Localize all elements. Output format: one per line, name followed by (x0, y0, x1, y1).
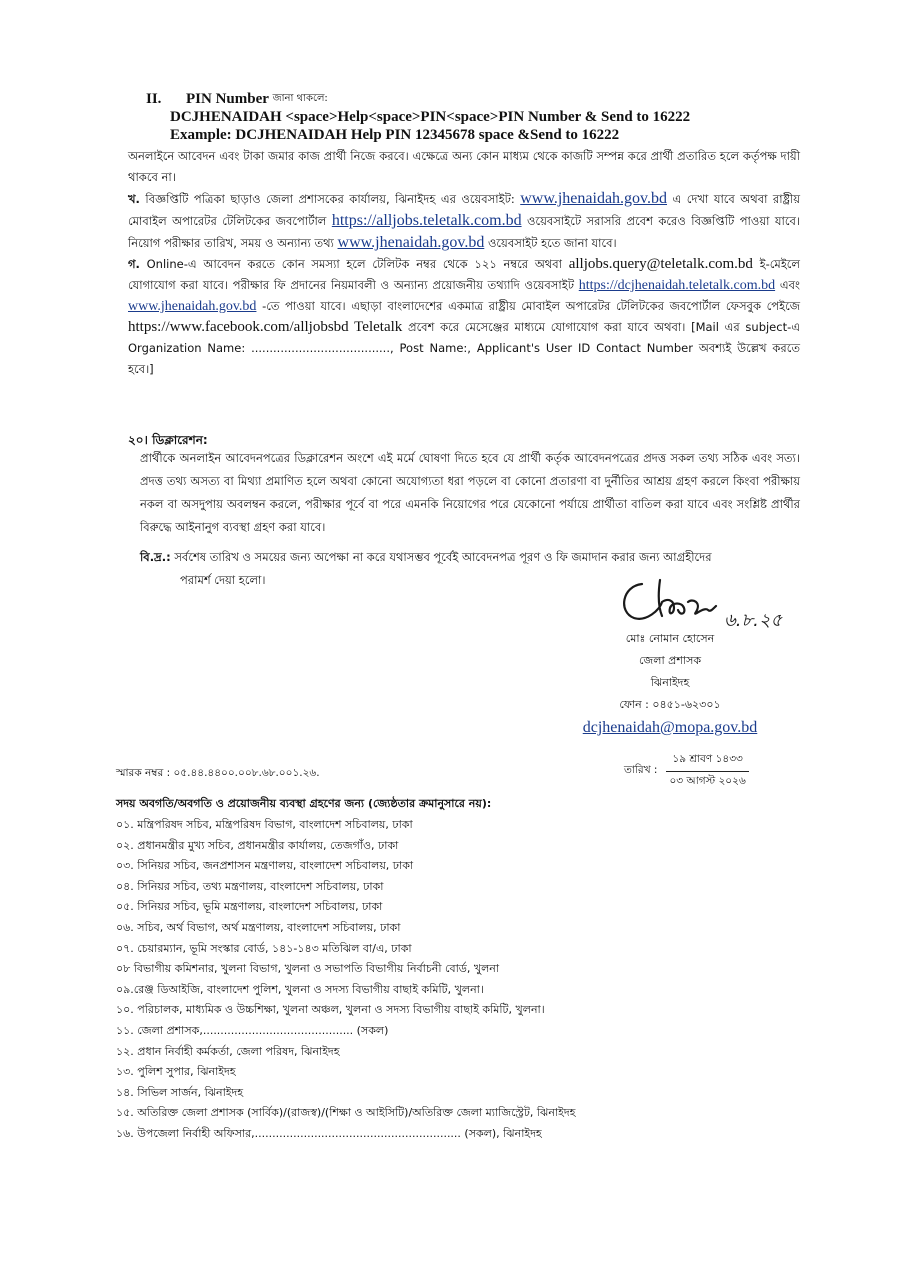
signatory-block (560, 628, 780, 740)
signatory-district: ঝিনাইদহ (650, 676, 690, 689)
list-item: ১১. জেলা প্রশাসক,........................................... (সকল) (116, 1023, 389, 1037)
date-label: তারিখ : (624, 764, 658, 776)
declaration-title: ২০। ডিক্লারেশন: (128, 433, 208, 447)
dc-teletalk-link[interactable]: https://dcjhenaidah.teletalk.com.bd (578, 278, 776, 293)
list-item: ১৩. পুলিশ সুপার, ঝিনাইদহ (116, 1065, 236, 1079)
query-email[interactable]: alljobs.query@teletalk.com.bd (568, 256, 753, 272)
kha-label: খ. (128, 192, 140, 206)
list-item: ০৭. চেয়ারম্যান, ভূমি সংস্কার বোর্ড, ১৪১-১৪৩ মতিঝিল বা/এ, ঢাকা (116, 941, 412, 955)
signatory-phone: ফোন : ০৪৫১-৬২৩০১ (619, 698, 721, 711)
alljobs-link[interactable]: https://alljobs.teletalk.com.bd (331, 212, 522, 229)
online-note: অনলাইনে আবেদন এবং টাকা জমার কাজ প্রার্থী নিজে করবে। এক্ষেত্রে অন্য কোন মাধ্যম থেকে কাজটি সম্পন্ন করে প্রার্থী প্রতারিত হলে কর্তৃপক্ষ দায়ী থাকবে না। (128, 149, 800, 184)
pin-label: PIN Number (186, 91, 269, 107)
pin-sms-format: DCJHENAIDAH <space>Help<space>PIN<space>PIN Number & Send to 16222 (170, 109, 691, 125)
roman-numeral: II. (146, 91, 162, 107)
instructions-body (128, 146, 800, 380)
note-line-1: সর্বশেষ তারিখ ও সময়ের জন্য অপেক্ষা না করে যথাসম্ভব পূর্বেই আবেদনপত্র পূরণ ও ফি জমাদান করার জন্য আগ্রহীদের (170, 550, 712, 564)
website-link[interactable]: www.jhenaidah.gov.bd (520, 190, 668, 207)
handwritten-signature (612, 572, 842, 632)
list-item: ০৪. সিনিয়র সচিব, তথ্য মন্ত্রণালয়, বাংলাদেশ সচিবালয়, ঢাকা (116, 879, 384, 893)
pin-instructions (128, 90, 800, 144)
list-item: ০৯.রেঞ্জ ডিআইজি, বাংলাদেশ পুলিশ, খুলনা ও সদস্য বিভাগীয় বাছাই কমিটি, খুলনা। (116, 982, 484, 996)
list-item: ০২. প্রধানমন্ত্রীর মুখ্য সচিব, প্রধানমন্ত্রীর কার্যালয়, তেজগাঁও, ঢাকা (116, 838, 399, 852)
list-item: ১৬. উপজেলা নির্বাহী অফিসার,........................................................... (সকল), ঝিনাইদহ (116, 1126, 542, 1140)
signatory-email[interactable]: dcjhenaidah@mopa.gov.bd (582, 719, 758, 736)
pin-label-suffix: জানা থাকলে: (272, 93, 328, 104)
list-item: ০৬. সচিব, অর্থ বিভাগ, অর্থ মন্ত্রণালয়, বাংলাদেশ সচিবালয়, ঢাকা (116, 920, 401, 934)
paragraph-kha (128, 188, 800, 254)
date-english: ০৩ আগস্ট ২০২৬ (669, 775, 746, 787)
list-item: ১৪. সিভিল সার্জন, ঝিনাইদহ (116, 1085, 244, 1099)
ga-text-3: এবং (775, 278, 800, 292)
list-item: ১৫. অতিরিক্ত জেলা প্রশাসক (সার্বিক)/(রাজস্ব)/(শিক্ষা ও আইসিটি)/অতিরিক্ত জেলা ম্যাজিস্ট্রেট, ঝিনাইদহ (116, 1106, 576, 1120)
signatory-designation: জেলা প্রশাসক (638, 654, 702, 667)
pin-sms-example: Example: DCJHENAIDAH Help PIN 12345678 space &Send to 16222 (170, 127, 620, 143)
list-item: ০৮ বিভাগীয় কমিশনার, খুলনা বিভাগ, খুলনা ও সভাপতি বিভাগীয় নির্বাচনী বোর্ড, খুলনা (116, 962, 500, 976)
kha-text-1: বিজ্ঞপ্তিটি পত্রিকা ছাড়াও জেলা প্রশাসকের কার্যালয়, ঝিনাইদহ এর ওয়েবসাইট: (139, 192, 521, 206)
list-item: ০৫. সিনিয়র সচিব, ভূমি মন্ত্রণালয়, বাংলাদেশ সচিবালয়, ঢাকা (116, 900, 383, 914)
ga-text-1: Online-এ আবেদন করতে কোন সমস্যা হলে টেলিটক নম্বর থেকে ১২১ নম্বরে অথবা (139, 257, 569, 271)
list-item: ০১. মন্ত্রিপরিষদ সচিব, মন্ত্রিপরিষদ বিভাগ, বাংলাদেশ সচিবালয়, ঢাকা (116, 818, 413, 831)
ga-text-5: প্রবেশ করে মেসেঞ্জের মাধ্যমে যোগাযোগ করা যাবে অথবা। [Mail এর subject-এ Organization Name: ......................................, Post Name:, Applicant's User ID Contact Number অবশ্যই উল্লেখ করতে হবে।] (128, 320, 800, 376)
ga-label: গ. (128, 257, 140, 271)
note-label: বি.দ্র.: (140, 550, 171, 564)
distribution-title: সদয় অবগতি/অবগতি ও প্রয়োজনীয় ব্যবস্থা গ্রহণের জন্য (জ্যেষ্ঠতার ক্রমানুসারে নয়): (116, 797, 492, 810)
list-item: ০৩. সিনিয়র সচিব, জনপ্রশাসন মন্ত্রণালয়, বাংলাদেশ সচিবালয়, ঢাকা (116, 859, 414, 873)
facebook-link[interactable]: https://www.facebook.com/alljobsbd Teletalk (128, 319, 403, 335)
ga-text-4: -তে পাওয়া যাবে। এছাড়া বাংলাদেশের একমাত্র রাষ্ট্রীয় মোবাইল অপারেটর টেলিটকের জবপোর্টাল ফেসবুক পেইজে (256, 299, 800, 313)
kha-text-2: এ দেখা যাবে অথবা রাষ্ট্রীয় মোবাইল অপারেটর টেলিটকের জবপোর্টাল (128, 192, 800, 228)
signature-date: ৬.৮.২৫ (724, 610, 783, 631)
list-item: ১২. প্রধান নির্বাহী কর্মকর্তা, জেলা পরিষদ, ঝিনাইদহ (116, 1044, 340, 1058)
website-link-2[interactable]: www.jhenaidah.gov.bd (337, 234, 485, 251)
kha-text-4: ওয়েবসাইট হতে জানা যাবে। (484, 236, 617, 250)
distribution-list (116, 815, 796, 1145)
kha-text-3: ওয়েবসাইটে সরাসরি প্রবেশ করেও বিজ্ঞপ্তিটি পাওয়া যাবে। নিয়োগ পরীক্ষার তারিখ, সময় ও অন্যান্য তথ্য (128, 214, 800, 250)
memo-number: স্মারক নম্বর : ০৫.৪৪.৪৪০০.০০৮.৬৮.০০১.২৬. (116, 767, 320, 779)
list-item: ১০. পরিচালক, মাধ্যমিক ও উচ্চশিক্ষা, খুলনা অঞ্চল, খুলনা ও সদস্য বিভাগীয় বাছাই কমিটি, খুলনা। (116, 1003, 545, 1017)
date-block (624, 750, 752, 793)
website-link-3[interactable]: www.jhenaidah.gov.bd (128, 299, 257, 314)
note-line-2: পরামর্শ দেয়া হলো। (180, 573, 266, 587)
paragraph-ga (128, 254, 800, 380)
signatory-name: মোঃ নোমান হোসেন (625, 632, 715, 645)
date-bangla: ১৯ শ্রাবণ ১৪৩৩ (666, 750, 748, 772)
ga-text-2: ই-মেইলে যোগাযোগ করা যাবে। পরীক্ষার ফি প্রদানের নিয়মাবলী ও অন্যান্য প্রয়োজনীয় তথ্যাদি ওয়েবসাইট (128, 257, 800, 292)
declaration-body: প্রার্থীকে অনলাইন আবেদনপত্রের ডিক্লারেশন অংশে এই মর্মে ঘোষণা দিতে হবে যে প্রার্থী কর্তৃক আবেদনপত্রের প্রদত্ত সকল তথ্য সঠিক এবং সত্য। প্রদত্ত তথ্য অসত্য বা মিথ্যা প্রমাণিত হলে অথবা কোনো অযোগ্যতা ধরা পড়লে বা কোনো প্রতারণা বা দুর্নীতির আশ্রয় গ্রহণ করলে কিংবা পরীক্ষায় নকল বা অসদুপায় অবলম্বন করলে, পরীক্ষার পূর্বে বা পরে এমনকি নিয়োগের পরে যেকোনো পর্যায়ে প্রার্থীতা বাতিল করা যাবে এবং সংশ্লিষ্ট প্রার্থীর বিরুদ্ধে আইনানুগ ব্যবস্থা গ্রহণ করা যাবে। (140, 451, 800, 534)
